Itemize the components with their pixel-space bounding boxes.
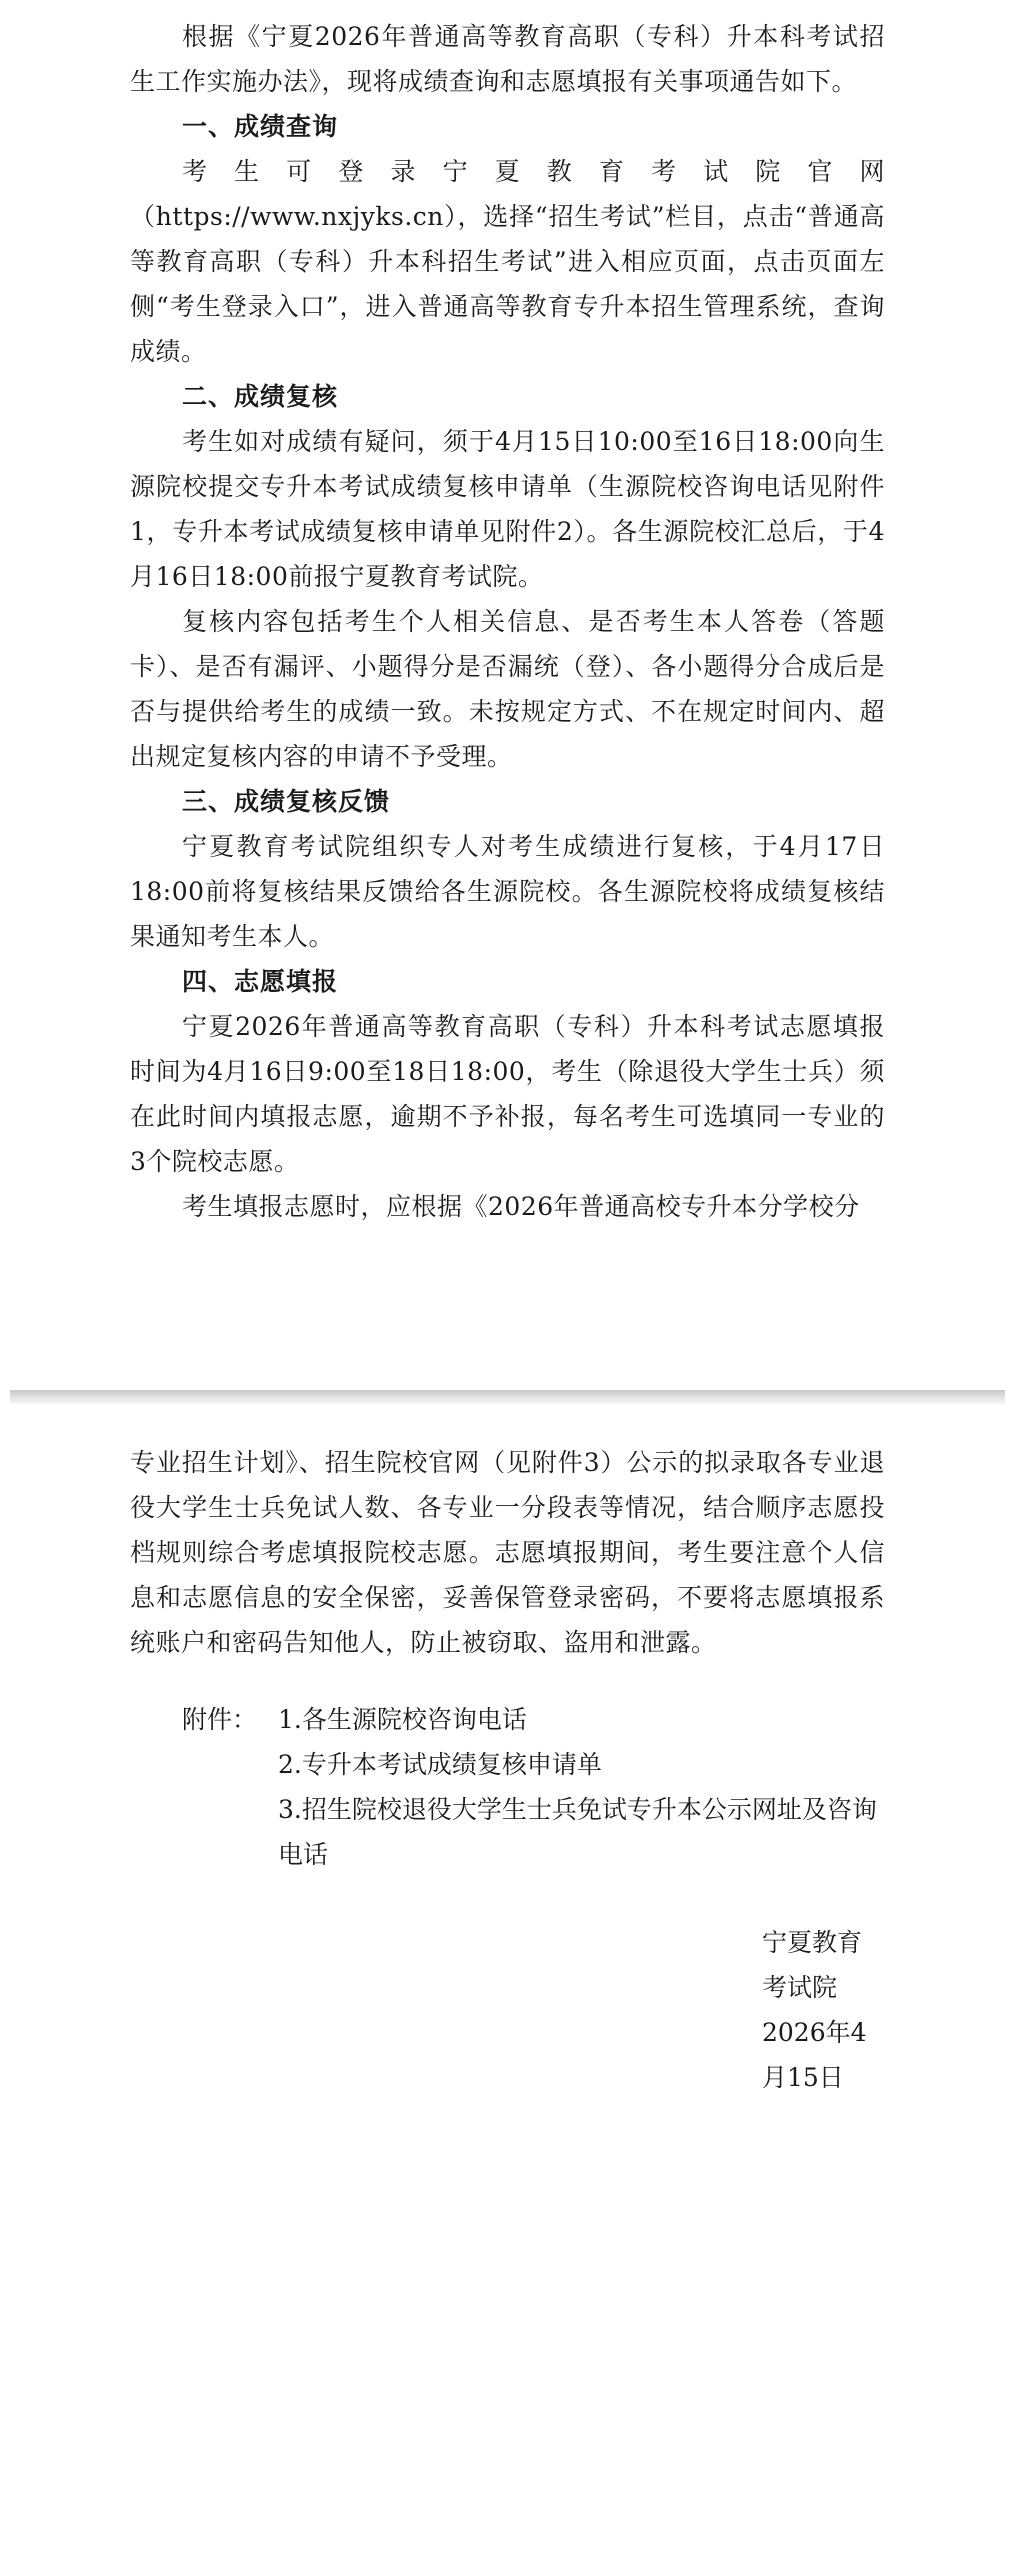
attachment-item <box>130 1742 885 1787</box>
attachment-text: 1.各生源院校咨询电话 <box>278 1705 527 1734</box>
attachment-item <box>130 1697 885 1742</box>
continuation-paragraph: 专业招生计划》、招生院校官网（见附件3）公示的拟录取各专业退役大学生士兵免试人数、各专业一分段表等情况，结合顺序志愿投档规则综合考虑填报院校志愿。志愿填报期间，考生要注意个人信息和志愿信息的安全保密，妥善保管登录密码，不要将志愿填报系统账户和密码告知他人，防止被窃取、盗用和泄露。 <box>130 1448 885 1657</box>
page-break-divider <box>10 1390 1005 1404</box>
section-heading-score-query: 一、成绩查询 <box>182 112 339 141</box>
section-heading-score-review: 二、成绩复核 <box>182 382 339 411</box>
page-2-content <box>130 1440 885 2092</box>
section-paragraph: 宁夏2026年普通高等教育高职（专科）升本科考试志愿填报时间为4月16日9:00至18日18:00，考生（除退役大学生士兵）须在此时间内填报志愿，逾期不予补报，每名考生可选填同一专业的3个院校志愿。 <box>130 1012 885 1176</box>
attachment-item <box>130 1787 885 1877</box>
section-paragraph: 考生如对成绩有疑问，须于4月15日10:00至16日18:00向生源院校提交专升本考试成绩复核申请单（生源院校咨询电话见附件1，专升本考试成绩复核申请单见附件2）。各生源院校汇总后，于4月16日18:00前报宁夏教育考试院。 <box>130 427 885 591</box>
attachment-text: 3.招生院校退役大学生士兵免试专升本公示网址及咨询电话 <box>278 1795 877 1869</box>
signature-date: 2026年4月15日 <box>762 2018 867 2092</box>
section-heading-volunteer-filling: 四、志愿填报 <box>182 967 339 996</box>
section-paragraph: 考生可登录宁夏教育考试院官网（https://www.nxjyks.cn），选择“招生考试”栏目，点击“普通高等教育高职（专科）升本科招生考试”进入相应页面，点击页面左侧“考生登录入口”，进入普通高等教育专升本招生管理系统，查询成绩。 <box>130 157 885 366</box>
signature-block <box>762 1920 885 2100</box>
attachment-text: 2.专升本考试成绩复核申请单 <box>278 1750 602 1779</box>
section-paragraph: 复核内容包括考生个人相关信息、是否考生本人答卷（答题卡）、是否有漏评、小题得分是否漏统（登）、各小题得分合成后是否与提供给考生的成绩一致。未按规定方式、不在规定时间内、超出规定复核内容的申请不予受理。 <box>130 607 885 771</box>
page-1-content <box>130 14 885 1229</box>
signature-org: 宁夏教育考试院 <box>762 1928 863 2002</box>
section-heading-review-feedback: 三、成绩复核反馈 <box>182 787 391 816</box>
attachments-label: 附件： <box>182 1705 258 1734</box>
intro-paragraph: 根据《宁夏2026年普通高等教育高职（专科）升本科考试招生工作实施办法》，现将成绩查询和志愿填报有关事项通告如下。 <box>130 22 885 96</box>
document-page-2 <box>0 1404 1011 2558</box>
attachments-list <box>130 1697 885 1877</box>
section-paragraph: 考生填报志愿时，应根据《2026年普通高校专升本分学校分 <box>182 1192 860 1221</box>
section-paragraph: 宁夏教育考试院组织专人对考生成绩进行复核，于4月17日18:00前将复核结果反馈给各生源院校。各生源院校将成绩复核结果通知考生本人。 <box>130 832 885 951</box>
